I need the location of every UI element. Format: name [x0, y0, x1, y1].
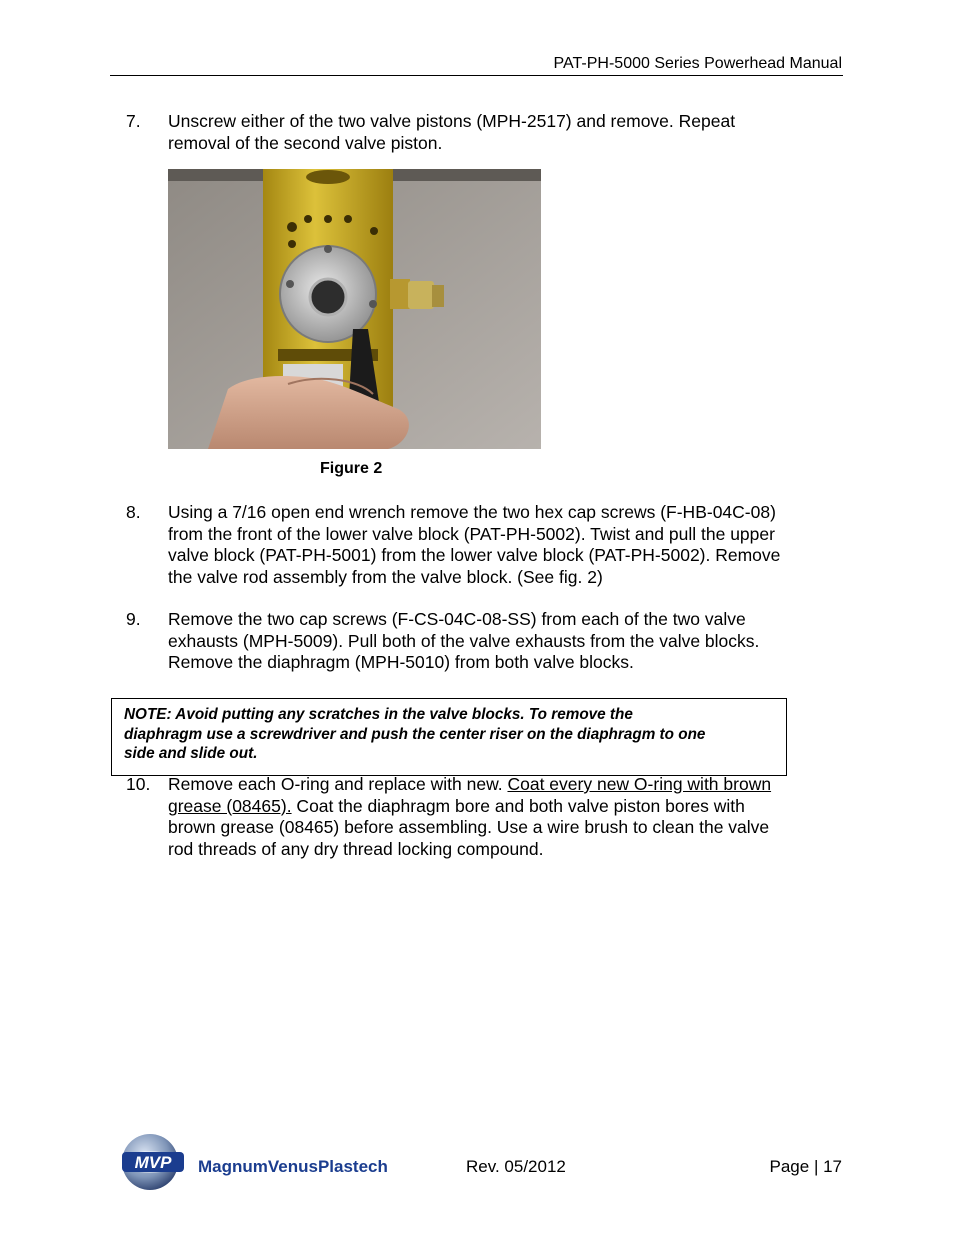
step-number: 10.: [126, 774, 151, 794]
figure-2-photo: [168, 169, 541, 449]
step-number: 8.: [126, 502, 141, 522]
footer-revision: Rev. 05/2012: [466, 1157, 566, 1176]
step-line: valve block (PAT-PH-5001) from the lower valve block (PAT-PH-5002). Remove: [168, 545, 781, 566]
company-logo: [116, 1130, 406, 1192]
step-line: removal of the second valve piston.: [168, 132, 443, 153]
step-line: the valve rod assembly from the valve block. (See fig. 2): [168, 567, 603, 588]
step-line: Using a 7/16 open end wrench remove the two hex cap screws (F-HB-04C-08): [168, 502, 776, 522]
note-line: diaphragm use a screwdriver and push the center riser on the diaphragm to one: [124, 725, 706, 743]
step-line: [168, 796, 848, 818]
step-text: [168, 609, 848, 674]
step-text-underlined: Coat every new O-ring with brown: [507, 774, 772, 794]
header-title: PAT-PH-5000 Series Powerhead Manual: [553, 55, 842, 72]
step-line: exhausts (MPH-5009). Pull both of the valve exhausts from the valve blocks.: [168, 630, 760, 651]
step-line: Remove the two cap screws (F-CS-04C-08-SS) from each of the two valve: [168, 609, 746, 629]
step-number: 7.: [126, 111, 141, 131]
figure-caption: Figure 2: [320, 460, 383, 477]
step-line: Unscrew either of the two valve pistons (MPH-2517) and remove. Repeat: [168, 111, 736, 131]
footer-page-number: Page | 17: [769, 1157, 842, 1176]
step-text: [168, 774, 848, 861]
step-line: from the front of the lower valve block (PAT-PH-5002). Twist and pull the upper: [168, 523, 775, 544]
note-line: NOTE: Avoid putting any scratches in the valve blocks. To remove the: [124, 706, 633, 723]
step-line: Remove the diaphragm (MPH-5010) from both valve blocks.: [168, 652, 634, 673]
step-text-underlined: grease (08465).: [168, 795, 292, 816]
step-text-plain: Coat the diaphragm bore and both valve piston bores with: [291, 795, 745, 816]
logo-name: MagnumVenusPlastech: [198, 1157, 388, 1176]
step-number: 9.: [126, 609, 141, 629]
note-line: side and slide out.: [124, 745, 258, 763]
header-rule: [110, 75, 843, 76]
step-line: brown grease (08465) before assembling. Use a wire brush to clean the valve: [168, 817, 770, 838]
note-box: [111, 698, 787, 776]
logo-badge: MVP: [134, 1153, 172, 1172]
step-text: [168, 111, 848, 154]
step-line: rod threads of any dry thread locking compound.: [168, 839, 544, 860]
step-text-plain: Remove each O-ring and replace with new.: [168, 774, 508, 794]
step-text: [168, 502, 848, 589]
step-line: [168, 774, 848, 796]
